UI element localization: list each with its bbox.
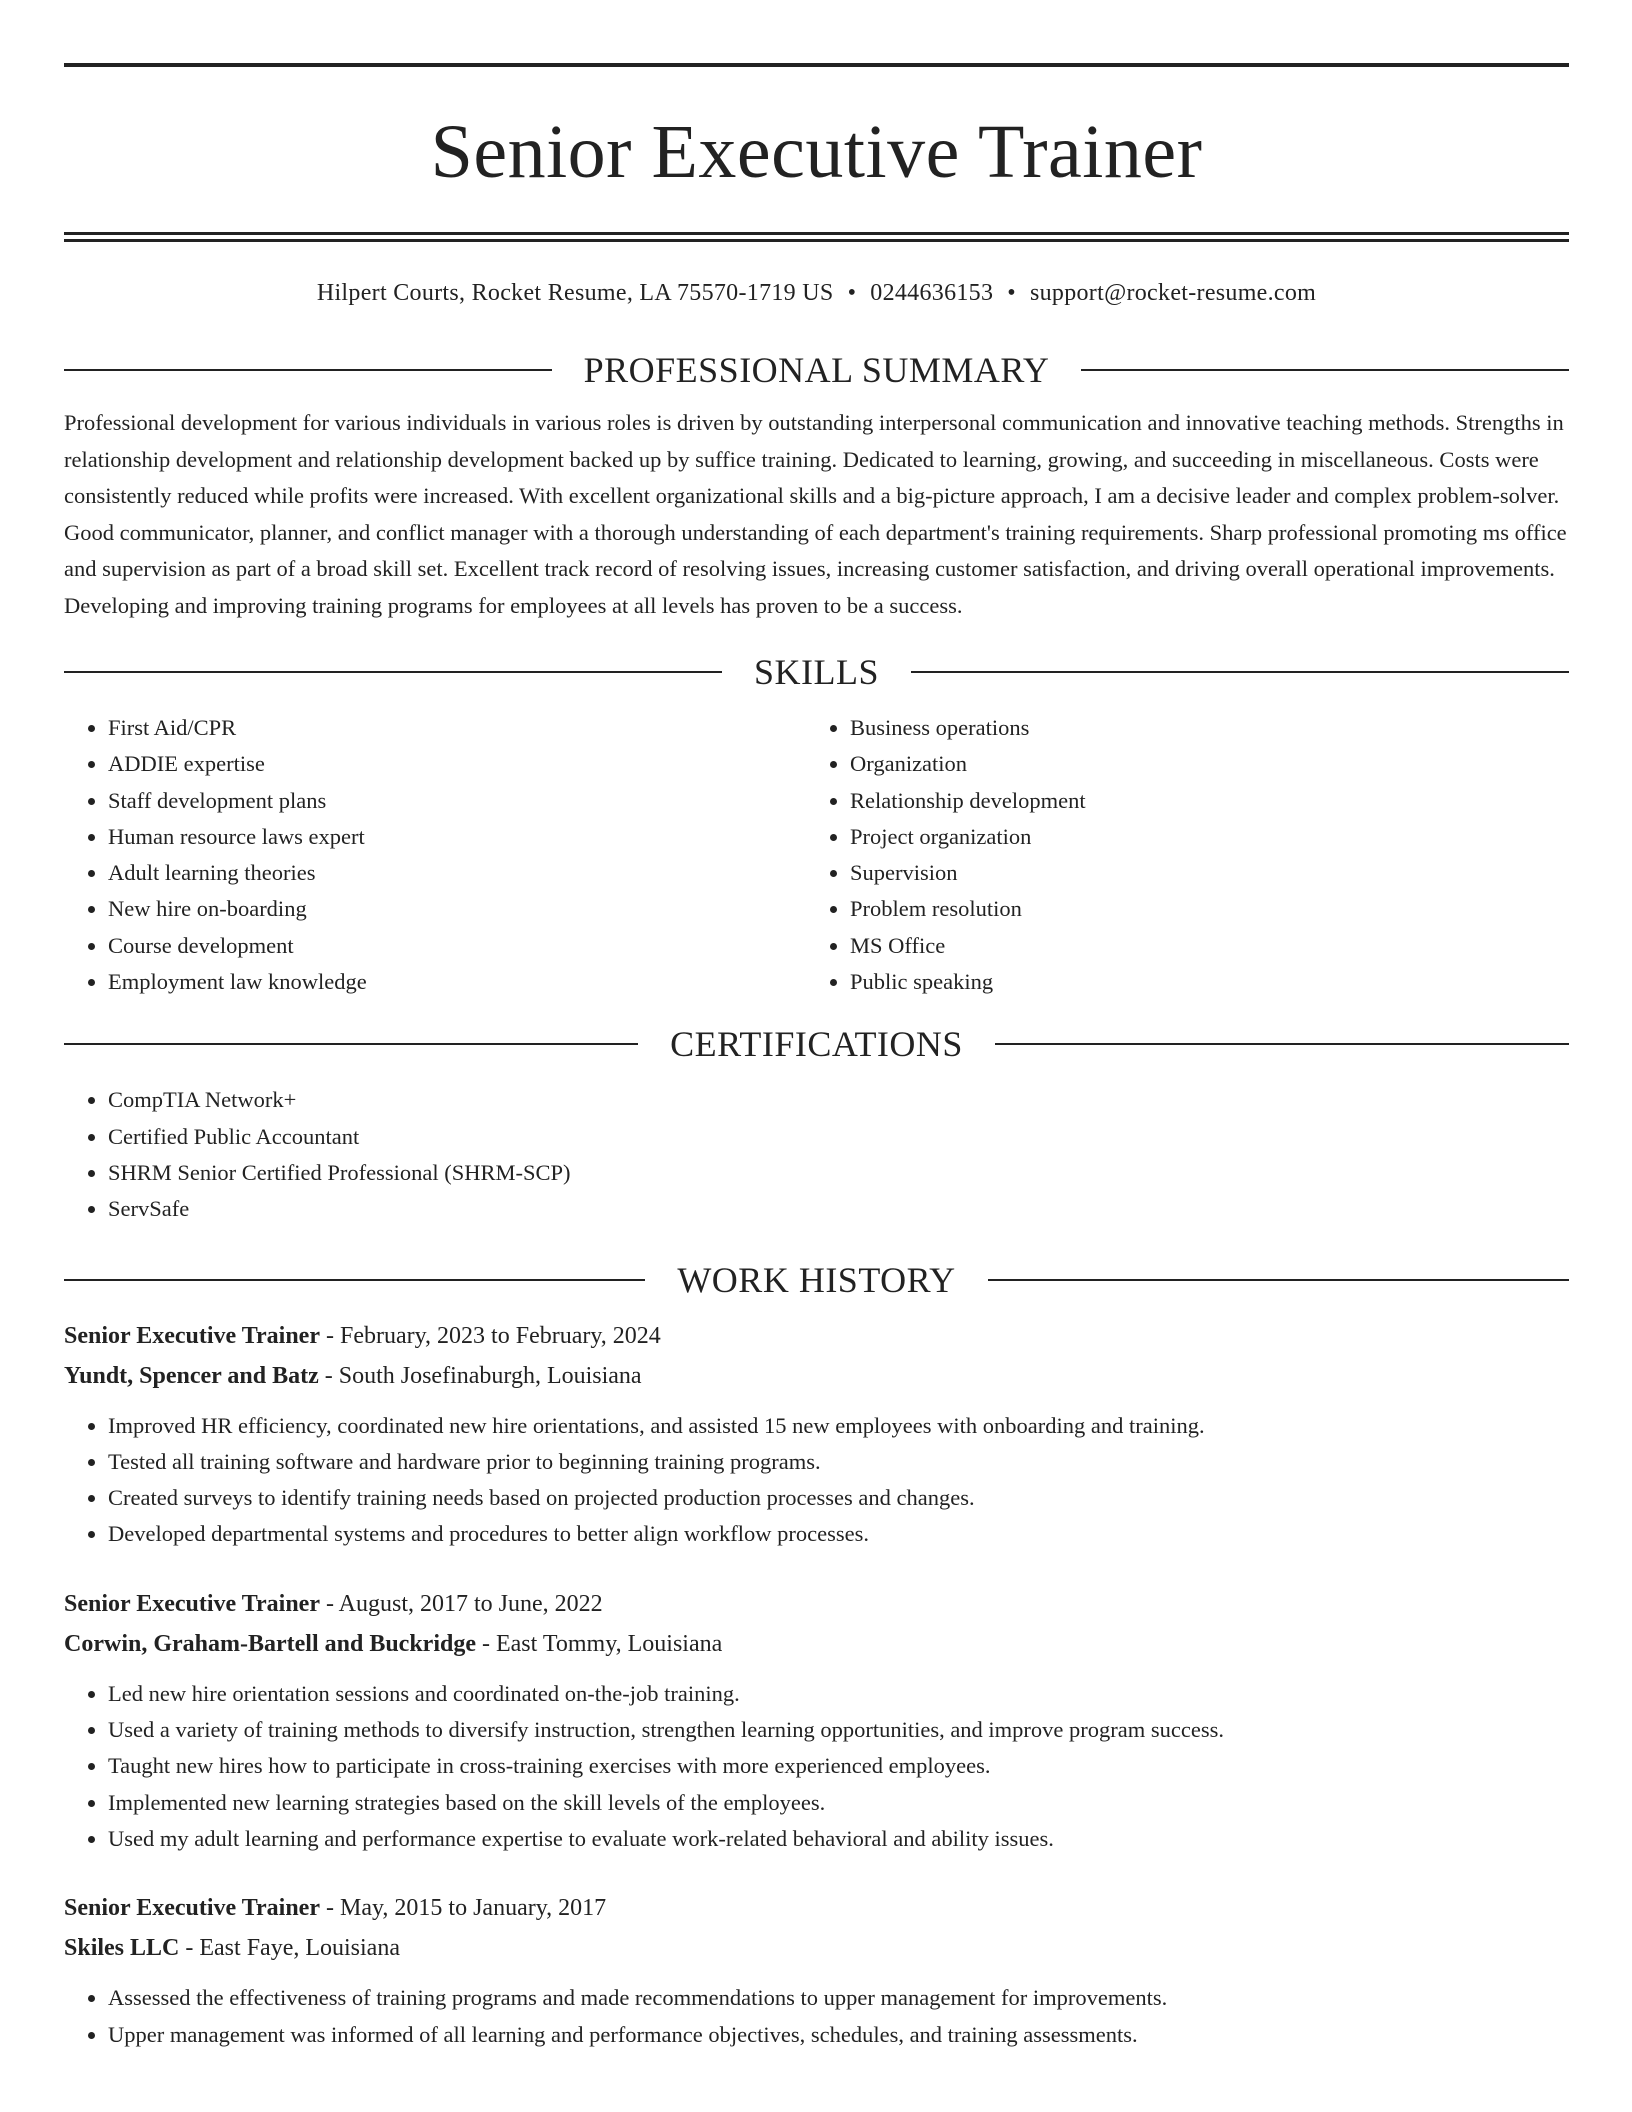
job-bullet: • Assessed the effectiveness of training programs and made recommendations to upper management for improvements. xyxy=(108,1980,1569,2016)
certification-item: • Certified Public Accountant xyxy=(108,1119,1569,1155)
certifications-heading-label: CERTIFICATIONS xyxy=(670,1024,963,1065)
heading-rule-right xyxy=(988,1279,1569,1281)
contact-phone: 0244636153 xyxy=(870,280,994,306)
job-bullet: • Created surveys to identify training needs based on projected production processes and changes. xyxy=(108,1480,1569,1516)
job-company-line xyxy=(64,1624,1569,1664)
contact-address: Hilpert Courts, Rocket Resume, LA 75570-1719 US xyxy=(316,280,834,306)
job-title: Senior Executive Trainer xyxy=(64,1895,320,1922)
heading-rule-right xyxy=(1081,369,1569,371)
job-entry xyxy=(64,1888,1569,2053)
job-location: - East Tommy, Louisiana xyxy=(476,1630,723,1657)
page-title: Senior Executive Trainer xyxy=(430,110,1203,194)
skills-heading-label: SKILLS xyxy=(754,652,880,692)
work-history-heading xyxy=(64,1258,1569,1302)
job-location: - South Josefinaburgh, Louisiana xyxy=(318,1362,642,1389)
certification-item: • CompTIA Network+ xyxy=(108,1082,1569,1118)
contact-separator: • xyxy=(1007,280,1016,306)
skill-item: • Supervision xyxy=(850,855,1548,891)
job-bullet: • Improved HR efficiency, coordinated new hire orientations, and assisted 15 new employees with onboarding and training. xyxy=(108,1408,1569,1444)
summary-heading xyxy=(64,348,1569,392)
skill-item: • Staff development plans xyxy=(108,783,806,819)
job-dates: - May, 2015 to January, 2017 xyxy=(319,1895,607,1922)
contact-line xyxy=(64,278,1569,308)
skills-column-left xyxy=(64,710,806,1000)
certification-item: • SHRM Senior Certified Professional (SHRM-SCP) xyxy=(108,1155,1569,1191)
heading-rule-right xyxy=(911,671,1569,673)
certifications-block xyxy=(64,1082,1569,1227)
job-title-line xyxy=(64,1888,1569,1928)
heading-rule-left xyxy=(64,1279,645,1281)
job-bullets xyxy=(64,1676,1569,1857)
job-bullets xyxy=(64,1408,1569,1553)
job-entry xyxy=(64,1584,1569,1857)
skill-item: • New hire on-boarding xyxy=(108,891,806,927)
title-double-rule xyxy=(64,232,1569,242)
skill-item: • Problem resolution xyxy=(850,891,1548,927)
skill-item: • ADDIE expertise xyxy=(108,746,806,782)
heading-rule-left xyxy=(64,671,722,673)
job-bullet: • Upper management was informed of all learning and performance objectives, schedules, and training assessments. xyxy=(108,2017,1569,2053)
certifications-list xyxy=(64,1082,1569,1227)
skill-item: • First Aid/CPR xyxy=(108,710,806,746)
skills-list-right xyxy=(806,710,1548,1000)
skill-item: • Human resource laws expert xyxy=(108,819,806,855)
work-history-heading-label: WORK HISTORY xyxy=(677,1259,956,1300)
certification-item: • ServSafe xyxy=(108,1191,1569,1227)
job-bullet: • Taught new hires how to participate in cross-training exercises with more experienced employees. xyxy=(108,1748,1569,1784)
skill-item: • Relationship development xyxy=(850,783,1548,819)
skills-column-right xyxy=(806,710,1548,1000)
certifications-heading xyxy=(64,1022,1569,1066)
skills-list-left xyxy=(64,710,806,1000)
summary-heading-label: PROFESSIONAL SUMMARY xyxy=(583,350,1050,390)
job-bullet: • Implemented new learning strategies based on the skill levels of the employees. xyxy=(108,1785,1569,1821)
skill-item: • MS Office xyxy=(850,928,1548,964)
job-bullet: • Used my adult learning and performance expertise to evaluate work-related behavioral and ability issues. xyxy=(108,1821,1569,1857)
top-rule xyxy=(64,63,1569,67)
job-bullet: • Developed departmental systems and procedures to better align workflow processes. xyxy=(108,1516,1569,1552)
job-company: Yundt, Spencer and Batz xyxy=(64,1362,319,1389)
job-entry xyxy=(64,1316,1569,1553)
skill-item: • Course development xyxy=(108,928,806,964)
summary-text: Professional development for various individuals in various roles is driven by outstanding interpersonal communication and innovative teaching methods. Strengths in relationship development and relationship development backed up by suffice training. Dedicated to learning, growing, and succeeding in miscellaneous. Costs were consistently reduced while profits were increased. With excellent organizational skills and a big-picture approach, I am a decisive leader and complex problem-solver. Good communicator, planner, and conflict manager with a thorough understanding of each department's training requirements. Sharp professional promoting ms office and supervision as part of a broad skill set. Excellent track record of resolving issues, increasing customer satisfaction, and driving overall operational improvements. Developing and improving training programs for employees at all levels has proven to be a success. xyxy=(64,410,1567,618)
job-title-line xyxy=(64,1316,1569,1356)
job-bullet: • Used a variety of training methods to diversify instruction, strengthen learning opportunities, and improve program success. xyxy=(108,1712,1569,1748)
job-bullets xyxy=(64,1980,1569,2053)
job-dates: - August, 2017 to June, 2022 xyxy=(319,1590,603,1617)
job-company: Corwin, Graham-Bartell and Buckridge xyxy=(64,1630,476,1657)
job-title-line xyxy=(64,1584,1569,1624)
skill-item: • Adult learning theories xyxy=(108,855,806,891)
skill-item: • Employment law knowledge xyxy=(108,964,806,1000)
job-bullet: • Tested all training software and hardware prior to beginning training programs. xyxy=(108,1444,1569,1480)
job-bullet: • Led new hire orientation sessions and coordinated on-the-job training. xyxy=(108,1676,1569,1712)
heading-rule-left xyxy=(64,369,552,371)
job-company-line xyxy=(64,1356,1569,1396)
skills-columns xyxy=(64,710,1569,1000)
job-title: Senior Executive Trainer xyxy=(64,1590,320,1617)
heading-rule-right xyxy=(995,1043,1569,1045)
contact-separator: • xyxy=(847,280,857,306)
job-company: Skiles LLC xyxy=(64,1935,180,1962)
skill-item: • Organization xyxy=(850,746,1548,782)
skill-item: • Public speaking xyxy=(850,964,1548,1000)
heading-rule-left xyxy=(64,1043,638,1045)
resume-page xyxy=(64,63,1569,2053)
skill-item: • Business operations xyxy=(850,710,1548,746)
skills-heading xyxy=(64,650,1569,694)
job-dates: - February, 2023 to February, 2024 xyxy=(319,1322,661,1349)
job-company-line xyxy=(64,1928,1569,1968)
job-title: Senior Executive Trainer xyxy=(64,1322,320,1349)
contact-email: support@rocket-resume.com xyxy=(1029,280,1317,306)
job-location: - East Faye, Louisiana xyxy=(179,1935,400,1962)
skill-item: • Project organization xyxy=(850,819,1548,855)
